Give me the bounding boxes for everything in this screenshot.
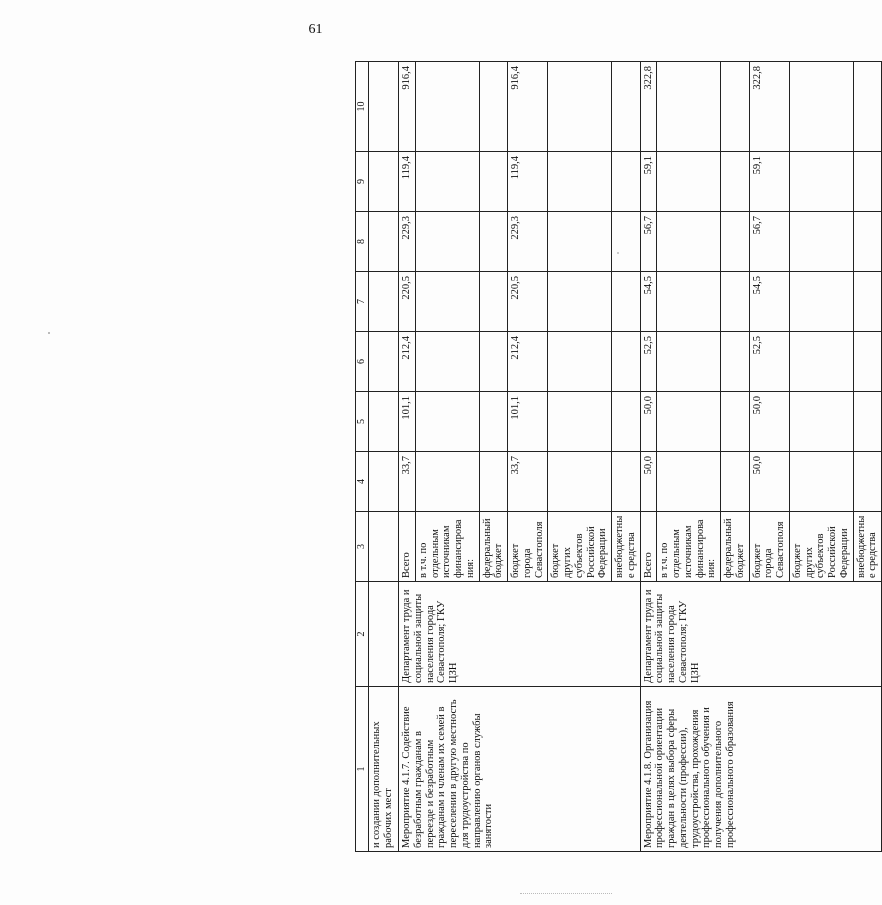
funding-value: [612, 152, 641, 212]
column-number: 6: [356, 332, 369, 392]
column-number: 2: [356, 582, 369, 687]
funding-value: [853, 152, 882, 212]
funding-value: [721, 212, 750, 272]
funding-value: 220,5: [508, 272, 548, 332]
scan-speck: [617, 252, 619, 254]
funding-value: [721, 272, 750, 332]
funding-value: [789, 332, 853, 392]
funding-value: [612, 332, 641, 392]
funding-value: [415, 62, 479, 152]
empty-cell: [369, 272, 399, 332]
funding-value: [612, 212, 641, 272]
funding-value: 119,4: [399, 152, 416, 212]
header-row: [356, 62, 369, 852]
funding-value: [853, 332, 882, 392]
funding-value: [479, 452, 508, 512]
funding-value: [479, 272, 508, 332]
funding-value: 50,0: [640, 392, 657, 452]
empty-cell: [369, 332, 399, 392]
funding-value: [415, 272, 479, 332]
funding-value: [657, 152, 721, 212]
column-number: 7: [356, 272, 369, 332]
financing-table: [355, 61, 882, 852]
funding-value: [479, 62, 508, 152]
column-number: 3: [356, 512, 369, 582]
funding-value: [853, 62, 882, 152]
funding-value: [657, 392, 721, 452]
funding-source: бюджет города Севастополя: [749, 512, 789, 582]
funding-value: [479, 152, 508, 212]
funding-value: [789, 152, 853, 212]
funding-value: [548, 452, 612, 512]
funding-value: [789, 212, 853, 272]
column-number: 1: [356, 687, 369, 852]
funding-value: 101,1: [508, 392, 548, 452]
funding-source: федеральный бюджет: [479, 512, 508, 582]
funding-value: 33,7: [399, 452, 416, 512]
funding-value: [612, 452, 641, 512]
funding-value: 52,5: [749, 332, 789, 392]
funding-value: 229,3: [508, 212, 548, 272]
funding-value: [853, 392, 882, 452]
funding-source: бюджет других субъектов Российской Федерации: [548, 512, 612, 582]
table-row: [399, 62, 416, 852]
funding-value: 54,5: [640, 272, 657, 332]
funding-value: [789, 272, 853, 332]
funding-value: [657, 212, 721, 272]
funding-value: 52,5: [640, 332, 657, 392]
funding-value: 101,1: [399, 392, 416, 452]
funding-value: [657, 332, 721, 392]
scan-speck: [48, 332, 50, 334]
funding-value: [548, 332, 612, 392]
column-number: 5: [356, 392, 369, 452]
funding-value: [479, 332, 508, 392]
intro-row: [369, 62, 399, 852]
funding-value: [789, 392, 853, 452]
empty-cell: [369, 392, 399, 452]
funding-value: [612, 392, 641, 452]
table-row: [640, 62, 657, 852]
column-number: 8: [356, 212, 369, 272]
funding-value: [612, 62, 641, 152]
funding-value: 322,8: [640, 62, 657, 152]
column-number: 4: [356, 452, 369, 512]
funding-value: [721, 392, 750, 452]
funding-value: [548, 392, 612, 452]
funding-value: [853, 452, 882, 512]
funding-value: 59,1: [749, 152, 789, 212]
measure-executor: Департамент труда и социальной защиты населения города Севастополя; ГКУ ЦЗН: [399, 582, 641, 687]
funding-value: 229,3: [399, 212, 416, 272]
funding-source: федеральный бюджет: [721, 512, 750, 582]
intro-text: и создании дополнительных рабочих мест: [369, 687, 399, 852]
funding-source: внебюджетные средства: [612, 512, 641, 582]
funding-value: [548, 152, 612, 212]
measure-title: Мероприятие 4.1.8. Организация профессиональной ориентации граждан в целях выбора сферы деятельности (профессии), трудоустройства, прохождения профессионального обучения и получения дополнительного профессионального образования: [640, 687, 882, 852]
funding-value: 50,0: [749, 392, 789, 452]
funding-value: [548, 212, 612, 272]
measure-executor: Департамент труда и социальной защиты населения города Севастополя; ГКУ ЦЗН: [640, 582, 882, 687]
funding-value: [415, 452, 479, 512]
empty-cell: [369, 452, 399, 512]
funding-value: [612, 272, 641, 332]
column-number: 10: [356, 62, 369, 152]
funding-value: 916,4: [399, 62, 416, 152]
measure-title: Мероприятие 4.1.7. Содействие безработным гражданам в переезде и безработным гражданам и членам их семей в переселении в другую местность для трудоустройства по направлению органов службы занятости: [399, 687, 641, 852]
funding-value: 50,0: [749, 452, 789, 512]
funding-value: 56,7: [749, 212, 789, 272]
funding-value: 212,4: [508, 332, 548, 392]
funding-value: 119,4: [508, 152, 548, 212]
funding-value: 56,7: [640, 212, 657, 272]
funding-value: 59,1: [640, 152, 657, 212]
funding-value: [853, 212, 882, 272]
funding-value: 322,8: [749, 62, 789, 152]
empty-cell: [369, 152, 399, 212]
funding-source: бюджет других субъектов Российской Федерации: [789, 512, 853, 582]
column-number: 9: [356, 152, 369, 212]
funding-value: [789, 62, 853, 152]
funding-value: 54,5: [749, 272, 789, 332]
funding-value: 212,4: [399, 332, 416, 392]
funding-value: [721, 62, 750, 152]
funding-value: 33,7: [508, 452, 548, 512]
funding-value: 916,4: [508, 62, 548, 152]
funding-value: [853, 272, 882, 332]
funding-source: в т.ч. по отдельным источникам финансирования:: [415, 512, 479, 582]
funding-source: Всего: [640, 512, 657, 582]
funding-value: [415, 212, 479, 272]
funding-value: [415, 152, 479, 212]
funding-value: [548, 62, 612, 152]
funding-source: в т.ч. по отдельным источникам финансирования:: [657, 512, 721, 582]
funding-value: [415, 332, 479, 392]
rotated-table-wrapper: [355, 62, 879, 852]
funding-source: бюджет города Севастополя: [508, 512, 548, 582]
scan-artifact-line: [520, 893, 612, 895]
funding-value: [721, 152, 750, 212]
empty-cell: [369, 212, 399, 272]
funding-source: Всего: [399, 512, 416, 582]
funding-value: [415, 392, 479, 452]
funding-value: 50,0: [640, 452, 657, 512]
funding-value: [479, 392, 508, 452]
page-number: 61: [308, 22, 323, 37]
funding-value: [657, 62, 721, 152]
funding-value: [721, 452, 750, 512]
funding-value: [721, 332, 750, 392]
funding-value: [479, 212, 508, 272]
empty-cell: [369, 582, 399, 687]
empty-cell: [369, 512, 399, 582]
funding-value: [548, 272, 612, 332]
funding-value: [657, 452, 721, 512]
funding-value: [657, 272, 721, 332]
funding-value: 220,5: [399, 272, 416, 332]
empty-cell: [369, 62, 399, 152]
funding-source: внебюджетные средства: [853, 512, 882, 582]
funding-value: [789, 452, 853, 512]
